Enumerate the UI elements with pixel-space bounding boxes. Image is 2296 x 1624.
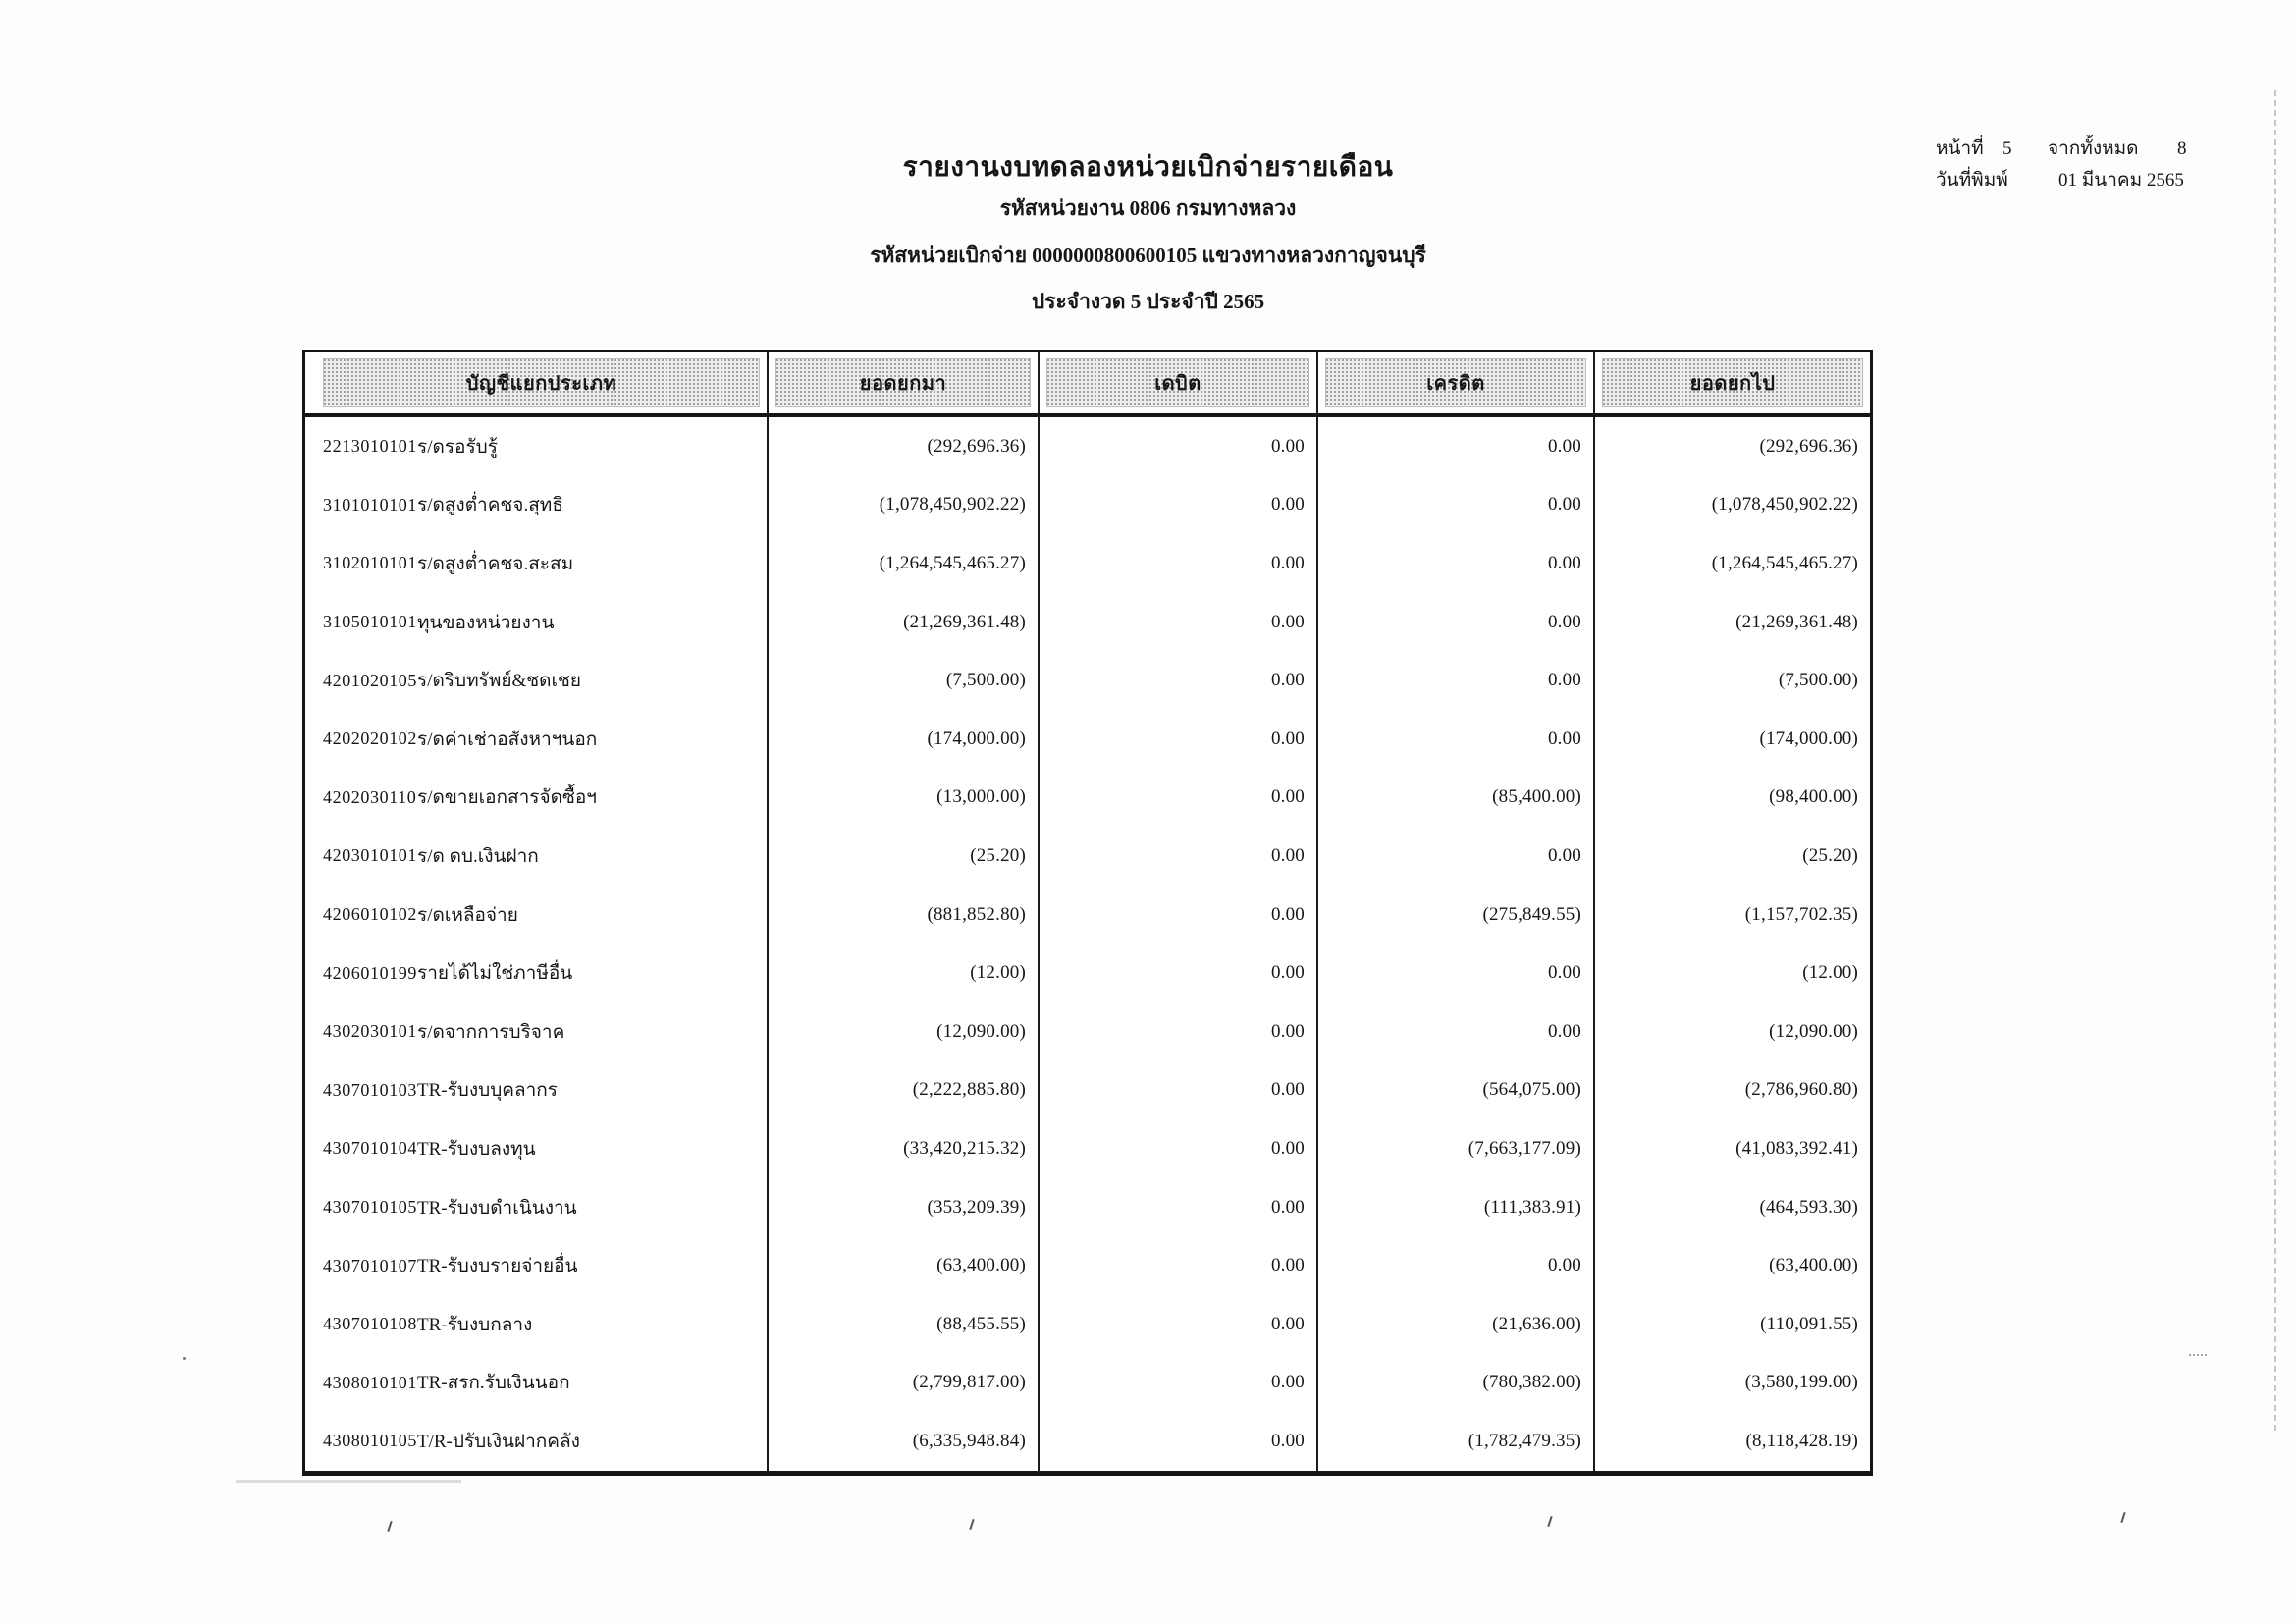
table-body	[305, 417, 1870, 1471]
debit-cell: 0.00	[1038, 1295, 1316, 1354]
brought-forward-cell: (174,000.00)	[767, 710, 1038, 769]
scan-dot-artifact	[183, 1357, 186, 1360]
page-number-row	[1936, 134, 2187, 165]
account-cell	[305, 1236, 767, 1295]
account-cell	[305, 476, 767, 535]
brought-forward-cell: (21,269,361.48)	[767, 593, 1038, 652]
account-name: TR-สรก.รับเงินนอก	[417, 1373, 570, 1394]
account-code: 4202030110	[323, 786, 417, 807]
brought-forward-cell: (7,500.00)	[767, 651, 1038, 710]
table-row	[305, 1119, 1870, 1178]
credit-cell: (780,382.00)	[1316, 1354, 1593, 1413]
account-cell	[305, 944, 767, 1002]
scan-smear-artifact	[236, 1480, 461, 1483]
brought-forward-cell: (353,209.39)	[767, 1178, 1038, 1237]
debit-cell: 0.00	[1038, 1119, 1316, 1178]
table-row	[305, 1002, 1870, 1061]
account-code: 4307010104	[323, 1138, 417, 1159]
account-code: 4307010107	[323, 1255, 417, 1275]
debit-cell: 0.00	[1038, 534, 1316, 593]
credit-cell: 0.00	[1316, 944, 1593, 1002]
account-name: ร/ดเหลือจ่าย	[417, 904, 518, 926]
brought-forward-cell: (12.00)	[767, 944, 1038, 1002]
table-header-row	[305, 352, 1870, 417]
account-cell	[305, 1119, 767, 1178]
table-row	[305, 886, 1870, 945]
debit-cell: 0.00	[1038, 417, 1316, 476]
scan-tick-artifact	[387, 1521, 392, 1532]
credit-cell: 0.00	[1316, 1236, 1593, 1295]
brought-forward-cell: (881,852.80)	[767, 886, 1038, 945]
account-code: 3102010101	[323, 553, 417, 573]
account-name: ร/ดขายเอกสารจัดซื้อฯ	[417, 787, 597, 809]
account-cell	[305, 651, 767, 710]
table-row	[305, 417, 1870, 476]
account-code: 2213010101	[323, 436, 417, 457]
debit-cell: 0.00	[1038, 944, 1316, 1002]
scan-dots-artifact	[2189, 1354, 2207, 1356]
carried-forward-cell: (3,580,199.00)	[1593, 1354, 1870, 1413]
credit-cell: (21,636.00)	[1316, 1295, 1593, 1354]
debit-cell: 0.00	[1038, 593, 1316, 652]
brought-forward-cell: (25.20)	[767, 827, 1038, 886]
account-code: 4307010105	[323, 1197, 417, 1218]
credit-cell: (85,400.00)	[1316, 769, 1593, 828]
page-total-label: จากทั้งหมด	[2048, 138, 2139, 159]
debit-cell: 0.00	[1038, 651, 1316, 710]
table-row	[305, 944, 1870, 1002]
account-code: 4202020102	[323, 729, 417, 749]
account-name: รายได้ไม่ใช่ภาษีอื่น	[417, 963, 573, 985]
debit-cell: 0.00	[1038, 886, 1316, 945]
trial-balance-table	[302, 350, 1873, 1476]
account-code: 4201020105	[323, 670, 417, 690]
account-code: 4206010102	[323, 904, 417, 925]
period-line: ประจำงวด 5 ประจำปี 2565	[1031, 290, 1265, 313]
account-cell	[305, 1061, 767, 1120]
account-code: 3105010101	[323, 612, 417, 632]
account-cell	[305, 1412, 767, 1471]
carried-forward-cell: (12,090.00)	[1593, 1002, 1870, 1061]
account-cell	[305, 769, 767, 828]
table-row	[305, 827, 1870, 886]
account-cell	[305, 593, 767, 652]
carried-forward-cell: (464,593.30)	[1593, 1178, 1870, 1237]
account-name: ร/ดสูงต่ำคชจ.สะสม	[417, 553, 574, 574]
table-row	[305, 1354, 1870, 1413]
account-name: ร/ดสูงต่ำคชจ.สุทธิ	[417, 495, 563, 516]
table-row	[305, 769, 1870, 828]
table-row	[305, 1236, 1870, 1295]
brought-forward-cell: (12,090.00)	[767, 1002, 1038, 1061]
table-row	[305, 593, 1870, 652]
carried-forward-cell: (7,500.00)	[1593, 651, 1870, 710]
account-code: 3101010101	[323, 494, 417, 514]
account-name: ทุนของหน่วยงาน	[417, 612, 555, 633]
account-name: ร/ดค่าเช่าอสังหาฯนอก	[417, 729, 598, 750]
page-label: หน้าที่	[1936, 138, 1984, 159]
page-info	[1936, 134, 2187, 196]
debit-cell: 0.00	[1038, 476, 1316, 535]
credit-cell: 0.00	[1316, 593, 1593, 652]
carried-forward-cell: (12.00)	[1593, 944, 1870, 1002]
account-name: ร/ดริบทรัพย์&ชดเชย	[417, 671, 582, 692]
account-cell	[305, 1178, 767, 1237]
carried-forward-cell: (174,000.00)	[1593, 710, 1870, 769]
carried-forward-cell: (41,083,392.41)	[1593, 1119, 1870, 1178]
debit-cell: 0.00	[1038, 1354, 1316, 1413]
print-date-row	[1936, 165, 2187, 196]
table-row	[305, 651, 1870, 710]
account-code: 4206010199	[323, 962, 417, 983]
account-code: 4307010103	[323, 1079, 417, 1100]
disburse-unit-line: รหัสหน่วยเบิกจ่าย 0000000800600105 แขวงทางหลวงกาญจนบุรี	[870, 244, 1426, 267]
brought-forward-cell: (33,420,215.32)	[767, 1119, 1038, 1178]
account-cell	[305, 1002, 767, 1061]
credit-cell: 0.00	[1316, 417, 1593, 476]
header-credit: เครดิต	[1316, 352, 1593, 413]
header-carried-forward: ยอดยกไป	[1593, 352, 1870, 413]
account-cell	[305, 1354, 767, 1413]
print-date: 01 มีนาคม 2565	[2058, 170, 2184, 190]
header-debit: เดบิต	[1038, 352, 1316, 413]
account-cell	[305, 827, 767, 886]
credit-cell: (1,782,479.35)	[1316, 1412, 1593, 1471]
header-account: บัญชีแยกประเภท	[305, 352, 767, 413]
account-code: 4308010101	[323, 1372, 417, 1392]
brought-forward-cell: (1,264,545,465.27)	[767, 534, 1038, 593]
scan-tick-artifact	[2120, 1512, 2125, 1523]
carried-forward-cell: (1,264,545,465.27)	[1593, 534, 1870, 593]
scan-tick-artifact	[969, 1519, 974, 1530]
carried-forward-cell: (2,786,960.80)	[1593, 1061, 1870, 1120]
carried-forward-cell: (63,400.00)	[1593, 1236, 1870, 1295]
account-code: 4302030101	[323, 1021, 417, 1042]
debit-cell: 0.00	[1038, 769, 1316, 828]
brought-forward-cell: (1,078,450,902.22)	[767, 476, 1038, 535]
brought-forward-cell: (2,799,817.00)	[767, 1354, 1038, 1413]
account-cell	[305, 1295, 767, 1354]
table-row	[305, 534, 1870, 593]
account-code: 4308010105	[323, 1431, 417, 1451]
table-row	[305, 476, 1870, 535]
header-brought-forward: ยอดยกมา	[767, 352, 1038, 413]
account-name: ร/ดรอรับรู้	[417, 436, 498, 458]
credit-cell: 0.00	[1316, 476, 1593, 535]
account-name: TR-รับงบรายจ่ายอื่น	[417, 1256, 578, 1277]
account-cell	[305, 710, 767, 769]
debit-cell: 0.00	[1038, 1061, 1316, 1120]
table-row	[305, 1061, 1870, 1120]
account-cell	[305, 886, 767, 945]
credit-cell: (275,849.55)	[1316, 886, 1593, 945]
credit-cell: (111,383.91)	[1316, 1178, 1593, 1237]
carried-forward-cell: (25.20)	[1593, 827, 1870, 886]
table-row	[305, 710, 1870, 769]
table-row	[305, 1295, 1870, 1354]
brought-forward-cell: (88,455.55)	[767, 1295, 1038, 1354]
table-row	[305, 1178, 1870, 1237]
carried-forward-cell: (21,269,361.48)	[1593, 593, 1870, 652]
carried-forward-cell: (8,118,428.19)	[1593, 1412, 1870, 1471]
scan-tick-artifact	[1547, 1516, 1552, 1527]
debit-cell: 0.00	[1038, 1236, 1316, 1295]
account-cell	[305, 417, 767, 476]
debit-cell: 0.00	[1038, 1002, 1316, 1061]
carried-forward-cell: (98,400.00)	[1593, 769, 1870, 828]
debit-cell: 0.00	[1038, 827, 1316, 886]
account-name: TR-รับงบลงทุน	[417, 1138, 536, 1160]
carried-forward-cell: (292,696.36)	[1593, 417, 1870, 476]
brought-forward-cell: (292,696.36)	[767, 417, 1038, 476]
debit-cell: 0.00	[1038, 710, 1316, 769]
credit-cell: 0.00	[1316, 827, 1593, 886]
credit-cell: 0.00	[1316, 710, 1593, 769]
report-title: รายงานงบทดลองหน่วยเบิกจ่ายรายเดือน	[902, 152, 1394, 183]
page-total: 8	[2177, 138, 2187, 159]
brought-forward-cell: (13,000.00)	[767, 769, 1038, 828]
carried-forward-cell: (110,091.55)	[1593, 1295, 1870, 1354]
debit-cell: 0.00	[1038, 1178, 1316, 1237]
account-cell	[305, 534, 767, 593]
account-name: TR-รับงบกลาง	[417, 1314, 533, 1335]
brought-forward-cell: (63,400.00)	[767, 1236, 1038, 1295]
credit-cell: (7,663,177.09)	[1316, 1119, 1593, 1178]
credit-cell: (564,075.00)	[1316, 1061, 1593, 1120]
credit-cell: 0.00	[1316, 534, 1593, 593]
account-name: ร/ดจากการบริจาค	[417, 1021, 565, 1043]
carried-forward-cell: (1,078,450,902.22)	[1593, 476, 1870, 535]
account-name: TR-รับงบบุคลากร	[417, 1080, 559, 1102]
account-code: 4203010101	[323, 845, 417, 866]
brought-forward-cell: (6,335,948.84)	[767, 1412, 1038, 1471]
page-number: 5	[2002, 138, 2012, 159]
credit-cell: 0.00	[1316, 1002, 1593, 1061]
debit-cell: 0.00	[1038, 1412, 1316, 1471]
account-code: 4307010108	[323, 1314, 417, 1334]
table-row	[305, 1412, 1870, 1471]
account-name: T/R-ปรับเงินฝากคลัง	[417, 1431, 580, 1452]
brought-forward-cell: (2,222,885.80)	[767, 1061, 1038, 1120]
carried-forward-cell: (1,157,702.35)	[1593, 886, 1870, 945]
account-name: TR-รับงบดำเนินงาน	[417, 1197, 577, 1218]
agency-code-line: รหัสหน่วยงาน 0806 กรมทางหลวง	[999, 196, 1297, 220]
credit-cell: 0.00	[1316, 651, 1593, 710]
account-name: ร/ด ดบ.เงินฝาก	[417, 845, 539, 867]
print-date-label: วันที่พิมพ์	[1936, 170, 2008, 190]
scan-edge-artifact	[2274, 90, 2276, 1431]
